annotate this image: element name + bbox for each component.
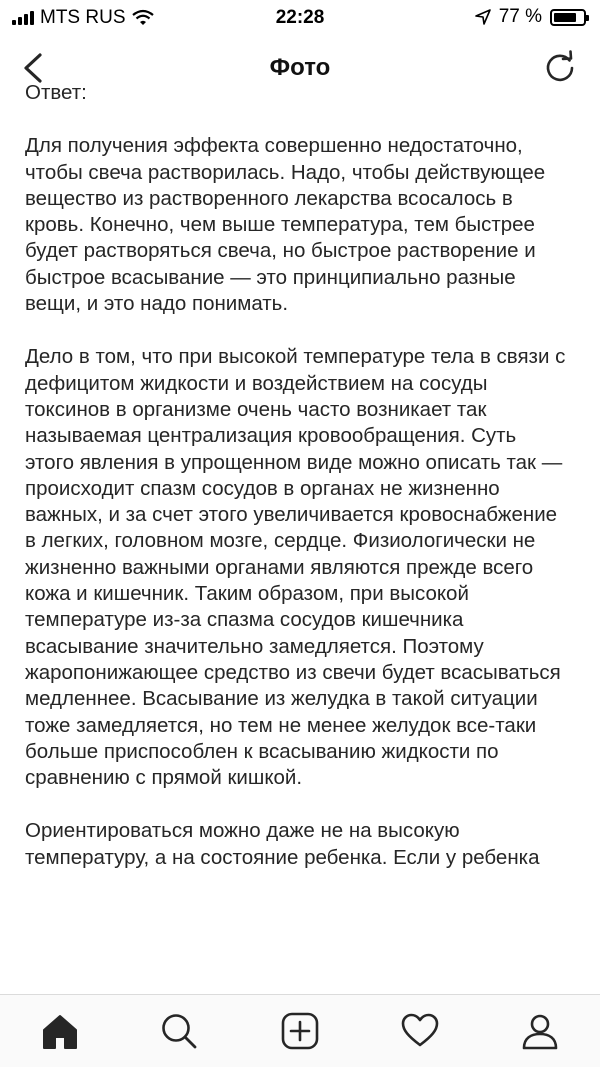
tab-activity[interactable] (400, 1011, 440, 1051)
tab-new-post[interactable] (280, 1011, 320, 1051)
heart-icon (400, 1011, 440, 1051)
paragraph-1: Для получения эффекта совершенно недостаточно, чтобы свеча растворилась. Надо, чтобы действующее вещество из растворенного лекарства всосалось в кровь. Конечно, чем выше температура, тем быстрее будет растворяться свеча, но быстрое растворение и быстрое всасывание — это принципиально разные вещи, и это надо понимать. (25, 134, 546, 316)
battery-icon (550, 9, 586, 26)
battery-percent: 77 % (498, 6, 542, 27)
carrier-label: MTS RUS (40, 7, 126, 28)
tab-bar (0, 994, 600, 1067)
profile-icon (520, 1011, 560, 1051)
photo-text-content[interactable] (0, 81, 600, 994)
status-right (475, 6, 586, 28)
tab-home[interactable] (40, 1011, 80, 1051)
paragraph-2: Дело в том, что при высокой температуре тела в связи с дефицитом жидкости и воздействием на сосуды токсинов в организме очень часто возникает так называемая централизация кровообращения. Суть этого явления в упрощенном виде можно описать так — происходит спазм сосудов в органах не жизненно важных, и за счет этого увеличивается кровоснабжение в легких, головном мозге, сердце. Физиологически не жизненно важными органами являются прежде всего кожа и кишечник. Таким образом, при высокой температуре из-за спазма сосудов кишечника всасывание значительно замедляется. Поэтому жаропонижающее средство из свечи будет всасываться медленнее. Всасывание из желудка в такой ситуации тоже замедляется, но тем не менее желудок все-таки больше приспособлен к всасыванию жидкости по сравнению с прямой кишкой. (25, 345, 566, 790)
add-post-icon (280, 1011, 320, 1051)
search-icon (159, 1011, 199, 1051)
partial-heading: Ответ: (25, 81, 87, 104)
location-arrow-icon (475, 9, 491, 25)
clock: 22:28 (275, 7, 325, 28)
home-icon (40, 1011, 80, 1051)
tab-profile[interactable] (520, 1011, 560, 1051)
page-title: Фото (269, 54, 331, 81)
status-bar (0, 0, 600, 36)
battery-fill (554, 13, 576, 22)
paragraph-3: Ориентироваться можно даже не на высокую температуру, а на состояние ребенка. Если у ребенка (25, 819, 540, 869)
tab-search[interactable] (159, 1011, 199, 1051)
text-body (25, 80, 570, 898)
